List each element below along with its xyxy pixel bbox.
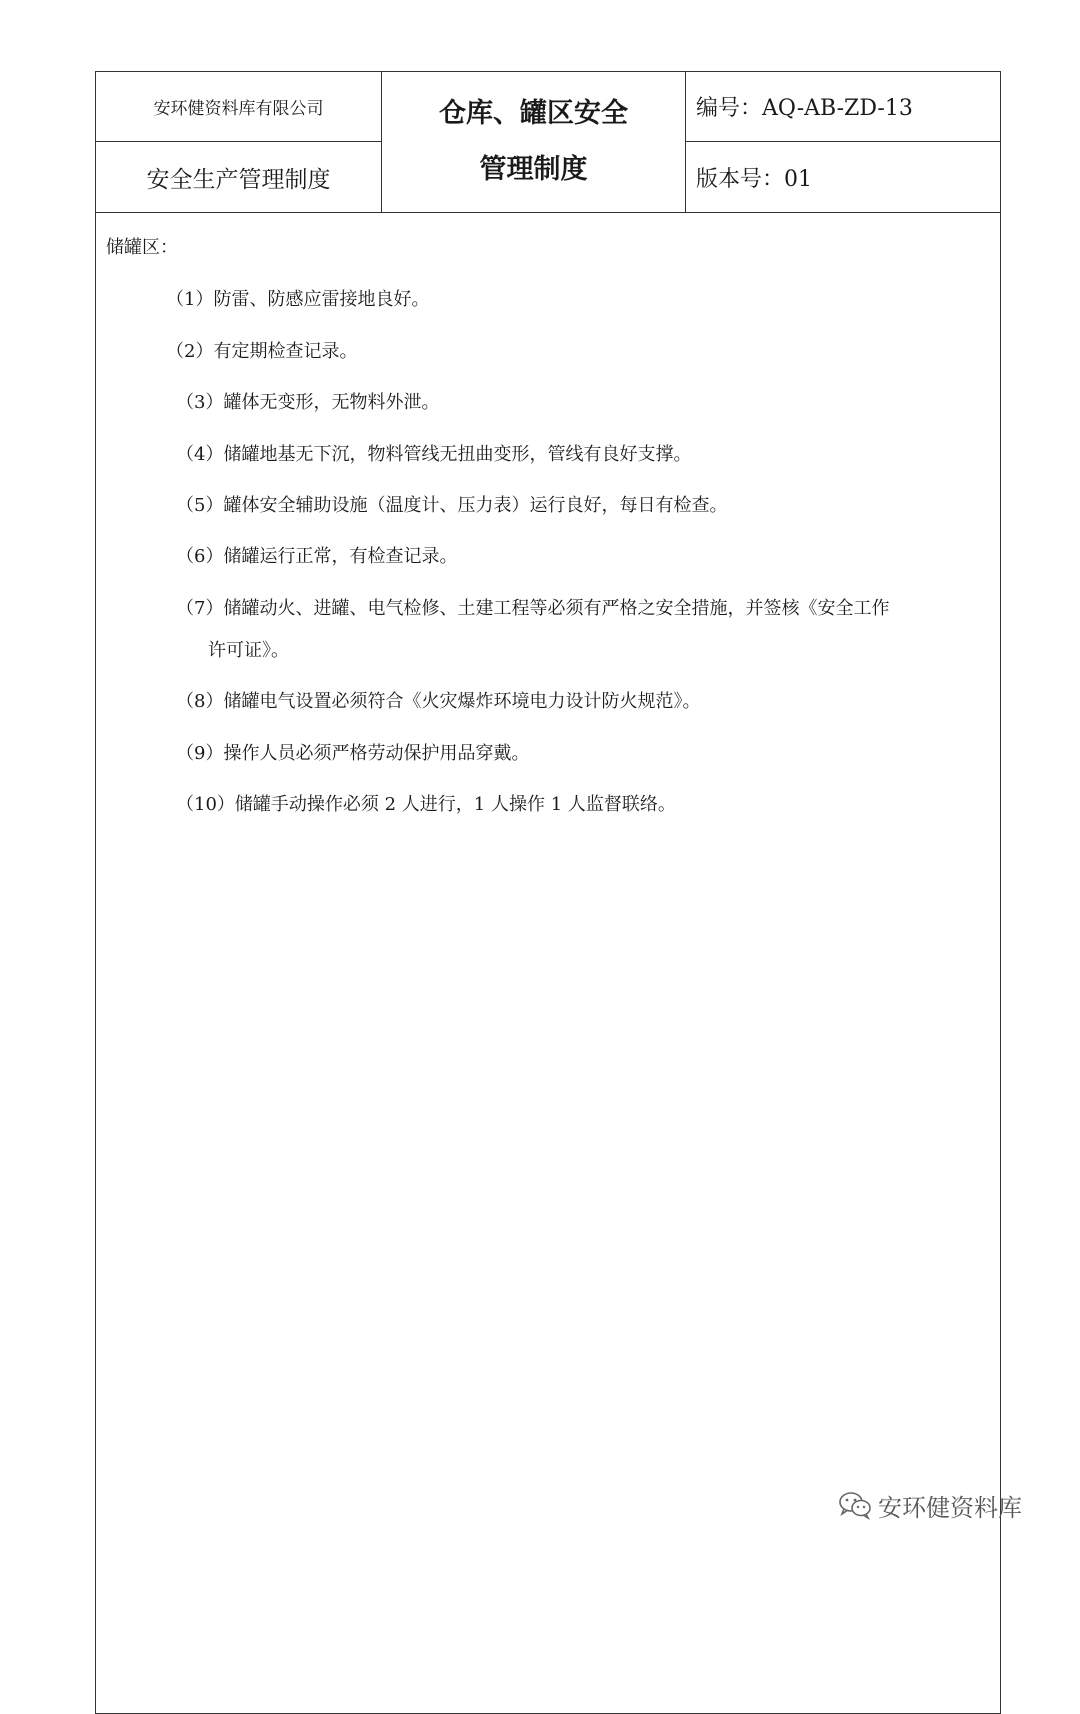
watermark bbox=[838, 1488, 1022, 1522]
document-code: 编号：AQ-AB-ZD-13 bbox=[686, 72, 1000, 142]
wechat-icon bbox=[838, 1490, 872, 1520]
list-item: （3）罐体无变形，无物料外泄。 bbox=[176, 392, 440, 413]
list-item: （8）储罐电气设置必须符合《火灾爆炸环境电力设计防火规范》。 bbox=[176, 691, 701, 712]
system-name: 安全生产管理制度 bbox=[96, 142, 382, 212]
list-item: （2）有定期检查记录。 bbox=[166, 341, 358, 362]
list-item: （1）防雷、防感应雷接地良好。 bbox=[166, 289, 430, 310]
list-item: （6）储罐运行正常，有检查记录。 bbox=[176, 546, 458, 567]
section-heading: 储罐区： bbox=[106, 237, 178, 258]
document-title-line2: 管理制度 bbox=[479, 154, 588, 185]
header-table bbox=[96, 72, 1000, 213]
list-item: （9）操作人员必须严格劳动保护用品穿戴。 bbox=[176, 743, 530, 764]
list-item: （10）储罐手动操作必须 2 人进行，1 人操作 1 人监督联络。 bbox=[176, 794, 676, 815]
document-title-line1: 仓库、罐区安全 bbox=[439, 98, 628, 129]
list-item-continuation: 许可证》。 bbox=[208, 640, 289, 661]
document-frame bbox=[95, 71, 1001, 1714]
company-name: 安环健资料库有限公司 bbox=[96, 72, 382, 142]
watermark-text: 安环健资料库 bbox=[878, 1493, 1022, 1522]
list-item: （4）储罐地基无下沉，物料管线无扭曲变形，管线有良好支撑。 bbox=[176, 444, 692, 465]
list-item: （5）罐体安全辅助设施（温度计、压力表）运行良好，每日有检查。 bbox=[176, 495, 728, 516]
list-item: （7）储罐动火、进罐、电气检修、土建工程等必须有严格之安全措施，并签核《安全工作 bbox=[176, 598, 890, 619]
document-version: 版本号：01 bbox=[696, 166, 812, 192]
document-title bbox=[382, 72, 686, 212]
